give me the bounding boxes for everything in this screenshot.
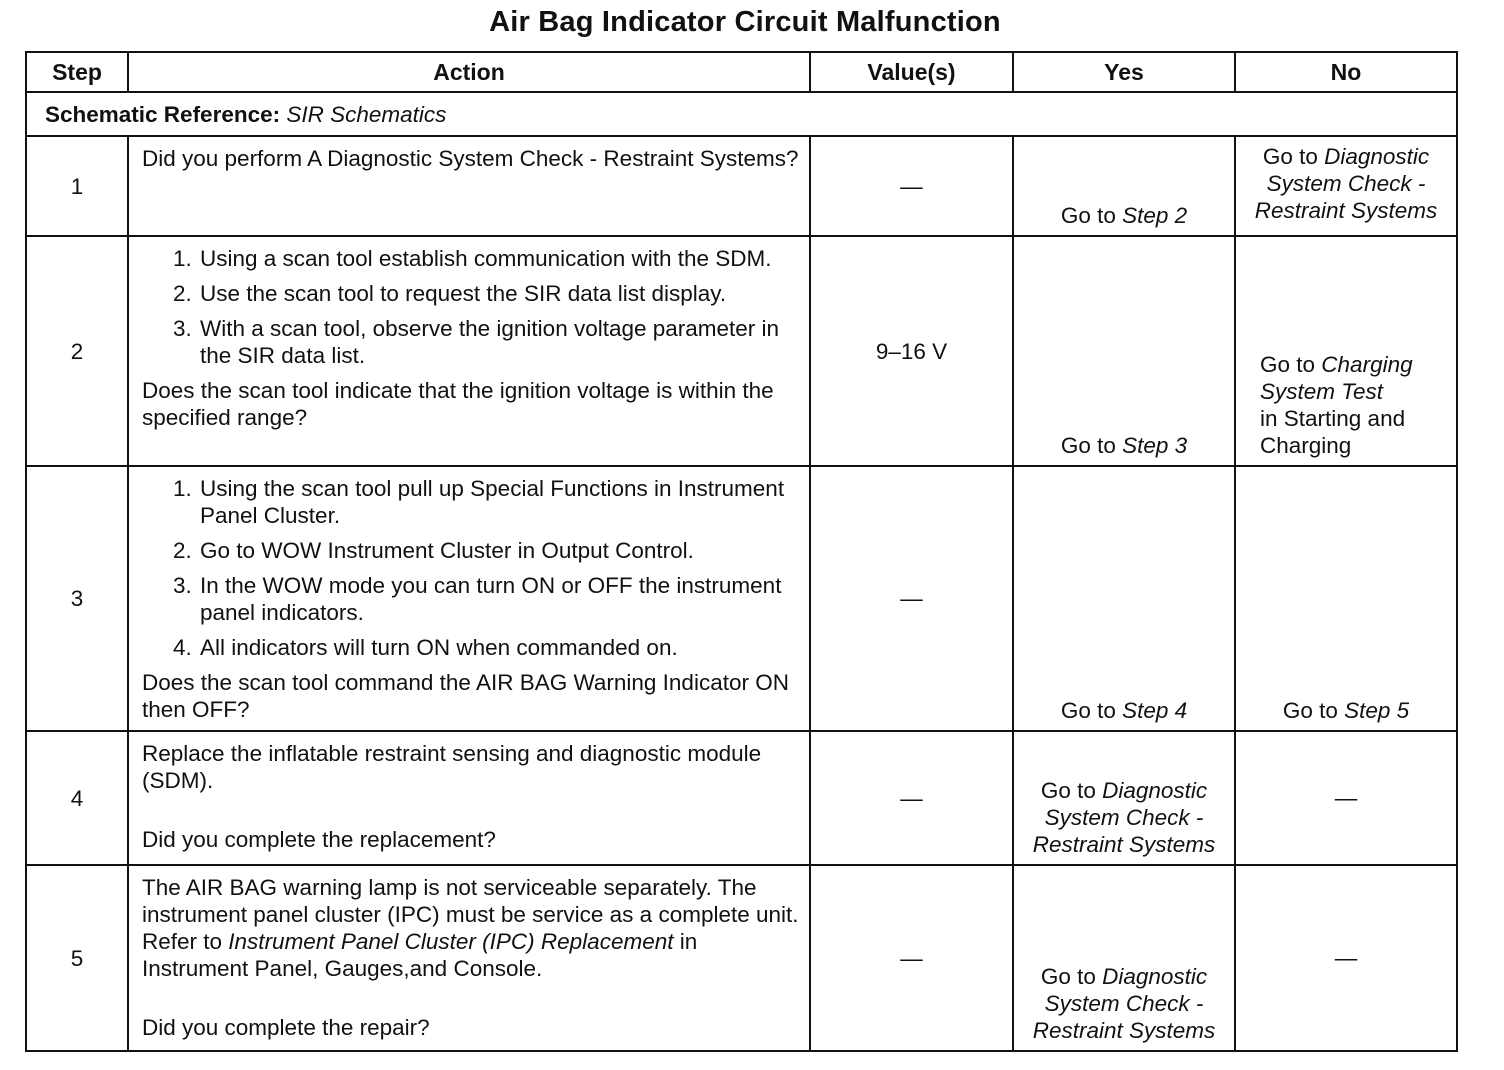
schematic-reference-label: Schematic Reference: [45, 101, 281, 127]
action-link[interactable]: Instrument Panel Cluster (IPC) Replacement [228, 929, 674, 954]
action-question: Does the scan tool command the AIR BAG Warning Indicator ON then OFF? [142, 670, 789, 722]
yes-outcome [1014, 697, 1234, 724]
yes-cell [1013, 136, 1235, 236]
header-step: Step [26, 52, 128, 92]
no-outcome: — [1334, 785, 1358, 811]
header-action: Action [128, 52, 810, 92]
action-list-item: 2. Use the scan tool to request the SIR data list display. [198, 280, 799, 307]
page-title: Air Bag Indicator Circuit Malfunction [489, 6, 1001, 38]
action-text-part: The AIR BAG warning lamp is not serviceable separately. The instrument panel cluster (IPC) must be service as a complete unit. Refer to [142, 875, 799, 954]
yes-prefix: Go to [1060, 203, 1123, 228]
table-row [26, 731, 1457, 865]
action-text: Replace the inflatable restraint sensing and diagnostic module (SDM). [142, 741, 762, 793]
step-number: 5 [26, 865, 128, 1051]
no-prefix: Go to [1260, 352, 1322, 377]
header-yes: Yes [1013, 52, 1235, 92]
value-cell: — [810, 466, 1013, 731]
yes-link[interactable]: Diagnostic System Check - Restraint Systems [1032, 964, 1216, 1043]
no-cell [1235, 865, 1457, 1051]
schematic-reference [26, 92, 1457, 136]
value-cell: 9–16 V [810, 236, 1013, 466]
table-row [26, 466, 1457, 731]
yes-prefix: Go to [1040, 778, 1103, 803]
step-number: 2 [26, 236, 128, 466]
yes-prefix: Go to [1060, 698, 1123, 723]
diagnostic-table [25, 51, 1458, 1052]
header-values: Value(s) [810, 52, 1013, 92]
value-cell: — [810, 731, 1013, 865]
yes-outcome [1014, 432, 1234, 459]
yes-link[interactable]: Step 2 [1122, 203, 1188, 228]
no-link[interactable]: Step 5 [1344, 698, 1410, 723]
action-list-item: 3. With a scan tool, observe the ignition voltage parameter in the SIR data list. [198, 315, 799, 369]
no-cell [1235, 731, 1457, 865]
no-link[interactable]: Diagnostic System Check - Restraint Systems [1254, 144, 1438, 223]
yes-link[interactable]: Diagnostic System Check - Restraint Systems [1032, 778, 1216, 857]
value-cell: — [810, 865, 1013, 1051]
no-link[interactable]: Charging System Test [1260, 352, 1413, 404]
no-cell [1235, 236, 1457, 466]
yes-outcome [1014, 202, 1234, 229]
yes-prefix: Go to [1040, 964, 1103, 989]
yes-outcome [1014, 777, 1234, 858]
no-cell [1235, 136, 1457, 236]
action-text: Did you perform A Diagnostic System Check - Restraint Systems? [142, 146, 799, 171]
step-number: 4 [26, 731, 128, 865]
yes-prefix: Go to [1060, 433, 1123, 458]
value-cell: — [810, 136, 1013, 236]
schematic-reference-link[interactable]: SIR Schematics [286, 101, 447, 127]
table-row [26, 236, 1457, 466]
action-text [142, 875, 799, 981]
yes-cell [1013, 865, 1235, 1051]
schematic-reference-row [26, 92, 1457, 136]
no-cell [1235, 466, 1457, 731]
action-list-item: 4. All indicators will turn ON when commanded on. [198, 634, 799, 661]
no-outcome [1260, 351, 1452, 459]
action-cell [128, 136, 810, 236]
table-row [26, 865, 1457, 1051]
action-list-item: 2. Go to WOW Instrument Cluster in Output Control. [198, 537, 799, 564]
step-number: 1 [26, 136, 128, 236]
action-list-item: 1. Using the scan tool pull up Special Functions in Instrument Panel Cluster. [198, 475, 799, 529]
no-prefix: Go to [1282, 698, 1345, 723]
yes-cell [1013, 466, 1235, 731]
action-list [142, 245, 799, 369]
action-question: Did you complete the replacement? [142, 827, 496, 852]
yes-link[interactable]: Step 3 [1122, 433, 1188, 458]
no-outcome [1236, 143, 1456, 224]
action-question: Did you complete the repair? [142, 1015, 430, 1040]
table-row [26, 136, 1457, 236]
action-list [142, 475, 799, 661]
step-number: 3 [26, 466, 128, 731]
yes-outcome [1014, 963, 1234, 1044]
action-cell [128, 236, 810, 466]
yes-cell [1013, 731, 1235, 865]
no-outcome: — [1334, 945, 1358, 971]
header-no: No [1235, 52, 1457, 92]
action-question: Does the scan tool indicate that the ignition voltage is within the specified range? [142, 378, 774, 430]
no-prefix: Go to [1262, 144, 1325, 169]
action-list-item: 3. In the WOW mode you can turn ON or OFF the instrument panel indicators. [198, 572, 799, 626]
yes-cell [1013, 236, 1235, 466]
action-list-item: 1. Using a scan tool establish communication with the SDM. [198, 245, 799, 272]
header-row [26, 52, 1457, 92]
no-outcome [1236, 697, 1456, 724]
yes-link[interactable]: Step 4 [1122, 698, 1188, 723]
action-cell [128, 731, 810, 865]
action-cell [128, 466, 810, 731]
no-suffix: in Starting and Charging [1260, 406, 1406, 458]
action-cell [128, 865, 810, 1051]
action-text-part: in Instrument Panel, Gauges,and Console. [142, 929, 698, 981]
